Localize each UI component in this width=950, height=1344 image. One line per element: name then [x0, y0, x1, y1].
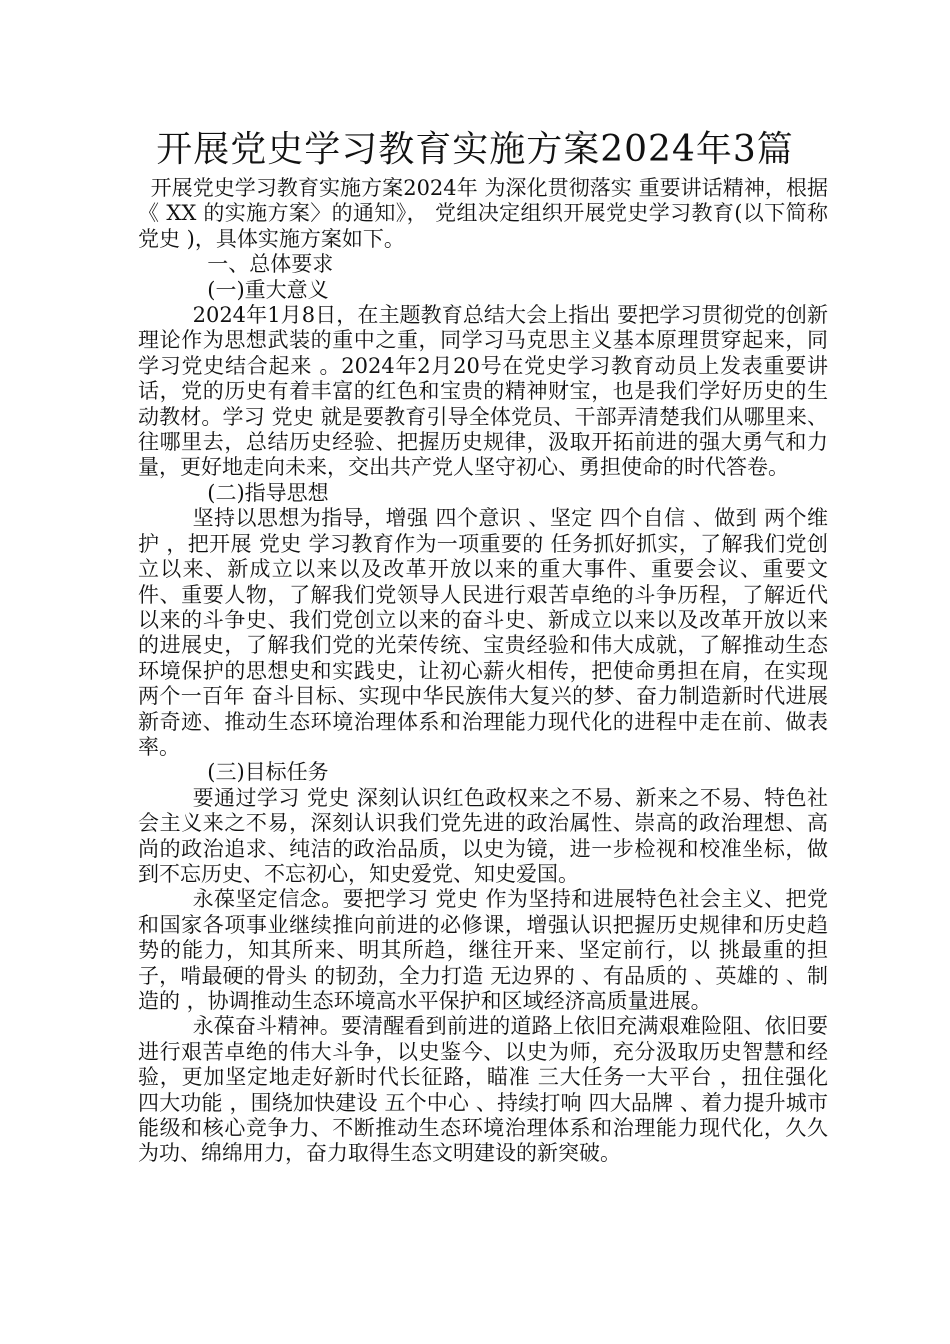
- section-heading-general-requirements: 一、总体要求: [207, 252, 334, 277]
- paragraph-guiding-ideology: 坚持以思想为指导，增强 四个意识 、坚定 四个自信 、做到 两个维护 ，把开展 党史 学习教育作为一项重要的 任务抓好抓实，了解我们党创立以来、新成立以来以及改革开放以来的重大事件、重要会议、重要文件、重要人物，了解我们党领导人民进行艰苦卓绝的斗争历程，了解近代以来的斗争史、我们党创立以来的奋斗史、新成立以来以及改革开放以来的进展史，了解我们党的光荣传统、宝贵经验和伟大成就，了解推动生态环境保护的思想史和实践史，让初心薪火相传，把使命勇担在肩，在实现 两个一百年 奋斗目标、实现中华民族伟大复兴的梦、奋力制造新时代进展新奇迹、推动生态环境治理体系和治理能力现代化的进程中走在前、做表率。: [138, 506, 828, 759]
- paragraph-firm-belief: 永葆坚定信念。要把学习 党史 作为坚持和进展特色社会主义、把党和国家各项事业继续推向前进的必修课，增强认识把握历史规律和历史趋势的能力，知其所来、明其所趋，继往开来、坚定前行，以 挑最重的担子，啃最硬的骨头 的韧劲，全力打造 无边界的 、有品质的 、英雄的 、制造的 ，协调推动生态环境高水平保护和区域经济高质量进展。: [138, 887, 828, 1013]
- document-body: [138, 176, 828, 1167]
- intro-paragraph: 开展党史学习教育实施方案2024年 为深化贯彻落实 重要讲话精神，根据《 XX 的实施方案〉的通知》， 党组决定组织开展党史学习教育(以下简称 党史 )，具体实施方案如下。: [138, 176, 828, 251]
- paragraph-struggle-spirit: 永葆奋斗精神。要清醒看到前进的道路上依旧充满艰难险阻、依旧要进行艰苦卓绝的伟大斗争，以史鉴今、以史为师，充分汲取历史智慧和经验，更加坚定地走好新时代长征路，瞄准 三大任务一大平台 ，扭住强化 四大功能 ，围绕加快建设 五个中心 、持续打响 四大品牌 、着力提升城市能级和核心竞争力、不断推动生态环境治理体系和治理能力现代化，久久为功、绵绵用力，奋力取得生态文明建设的新突破。: [138, 1014, 828, 1166]
- paragraph-significance: 2024年1月8日，在主题教育总结大会上指出 要把学习贯彻党的创新理论作为思想武装的重中之重，同学习马克思主义基本原理贯穿起来，同学习党史结合起来 。2024年2月20号在党史学习教育动员上发表重要讲话，党的历史有着丰富的红色和宝贵的精神财宝，也是我们学好历史的生动教材。学习 党史 就是要教育引导全体党员、干部弄清楚我们从哪里来、往哪里去，总结历史经验、把握历史规律，汲取开拓前进的强大勇气和力量，更好地走向未来，交出共产党人坚守初心、勇担使命的时代答卷。: [138, 303, 828, 480]
- subsection-heading-goals: (三)目标任务: [207, 760, 329, 785]
- paragraph-goals: 要通过学习 党史 深刻认识红色政权来之不易、新来之不易、特色社会主义来之不易，深刻认识我们党先进的政治属性、崇高的政治理想、高尚的政治追求、纯洁的政治品质，以史为镜，进一步检视和校准坐标，做到不忘历史、不忘初心，知史爱党、知史爱国。: [138, 785, 828, 886]
- subsection-heading-guiding-ideology: (二)指导思想: [207, 480, 329, 505]
- subsection-heading-significance: (一)重大意义: [207, 277, 329, 302]
- document-title: 开展党史学习教育实施方案2024年3篇: [156, 129, 794, 170]
